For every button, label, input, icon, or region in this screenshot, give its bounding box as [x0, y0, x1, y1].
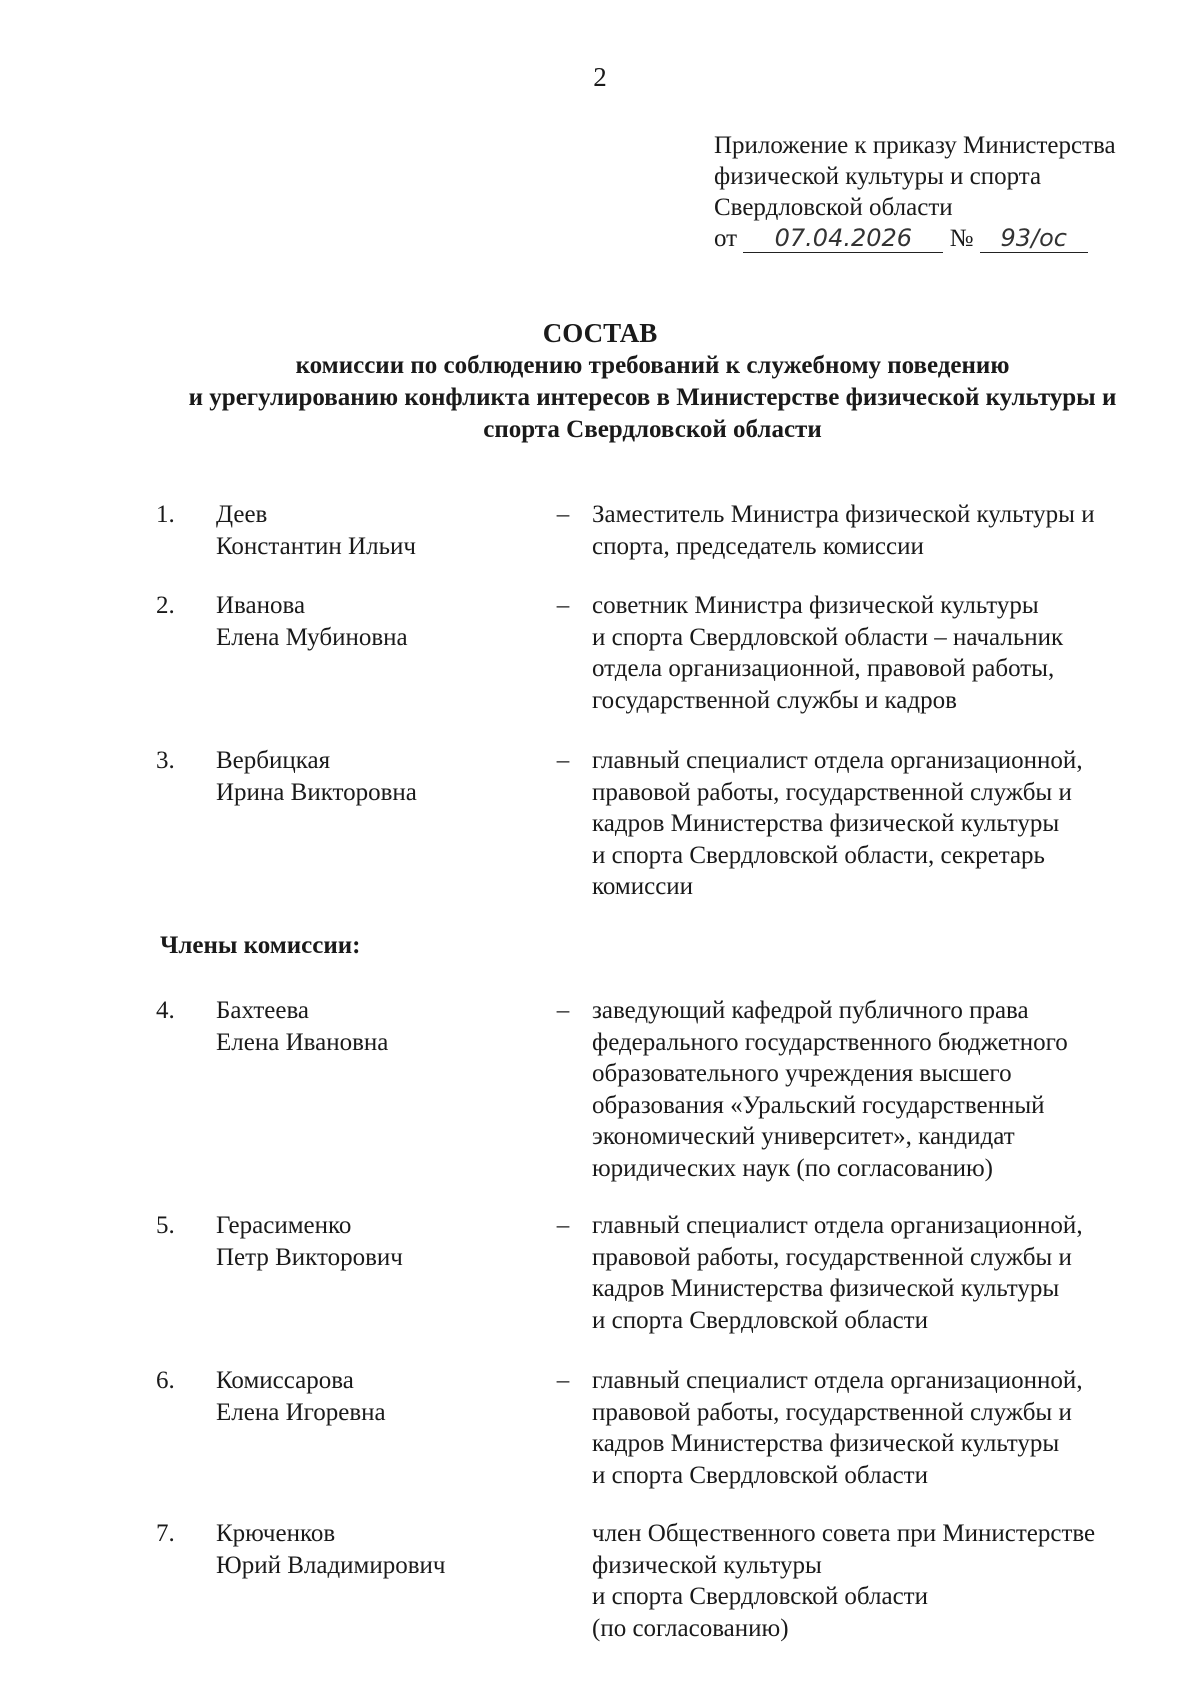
member-dash: –	[556, 501, 570, 528]
member-position	[592, 1210, 1152, 1336]
member-surname: Деев	[216, 501, 268, 528]
member-name	[216, 499, 546, 562]
position-line: экономический университет», кандидат	[592, 1123, 1015, 1150]
position-line: кадров Министерства физической культуры	[592, 810, 1060, 837]
handwritten-number: 93/ос	[980, 224, 1088, 253]
position-line: и спорта Свердловской области, секретарь	[592, 841, 1045, 869]
position-line: федерального государственного бюджетного	[592, 1028, 1068, 1056]
member-given-names: Юрий Владимирович	[216, 1551, 446, 1579]
member-given-names: Константин Ильич	[216, 532, 416, 560]
position-line: правовой работы, государственной службы и	[592, 1243, 1072, 1271]
member-surname: Иванова	[216, 592, 306, 619]
member-given-names: Елена Ивановна	[216, 1028, 389, 1056]
member-surname: Крюченков	[216, 1520, 336, 1547]
member-position	[592, 1365, 1152, 1491]
position-line: государственной службы и кадров	[592, 686, 957, 714]
handwritten-date: 07.04.2026	[743, 224, 943, 253]
position-line: комиссии	[592, 873, 694, 900]
member-number: 6.	[156, 1367, 175, 1394]
member-surname: Герасименко	[216, 1212, 352, 1239]
member-surname: Комиссарова	[216, 1367, 354, 1394]
position-line: юридических наук (по согласованию)	[592, 1154, 993, 1182]
position-line: Заместитель Министра физической культуры и	[592, 501, 1095, 528]
member-position	[592, 1518, 1152, 1644]
member-number: 2.	[156, 592, 175, 619]
position-line: правовой работы, государственной службы и	[592, 1398, 1072, 1426]
member-number: 7.	[156, 1520, 175, 1547]
member-name	[216, 1365, 546, 1428]
from-label: от	[714, 225, 738, 252]
members-heading: Члены комиссии:	[160, 932, 361, 959]
member-given-names: Елена Игоревна	[216, 1398, 386, 1426]
number-label: №	[949, 225, 974, 252]
position-line: и спорта Свердловской области	[592, 1461, 928, 1489]
position-line: и спорта Свердловской области – начальник	[592, 623, 1064, 651]
member-number: 3.	[156, 747, 175, 774]
appendix-line-3: Свердловской области	[714, 194, 953, 221]
appendix-line-2: физической культуры и спорта	[714, 163, 1042, 190]
member-position	[592, 745, 1152, 903]
page-number: 2	[593, 62, 607, 92]
member-position	[592, 995, 1152, 1184]
position-line: правовой работы, государственной службы и	[592, 778, 1072, 806]
member-name	[216, 995, 546, 1058]
document-subtitle	[120, 350, 1185, 446]
subtitle-line-1: комиссии по соблюдению требований к служебному поведению	[295, 352, 1010, 379]
member-number: 1.	[156, 501, 175, 528]
appendix-block	[714, 130, 1116, 254]
appendix-line-1: Приложение к приказу Министерства	[714, 132, 1116, 159]
member-surname: Бахтеева	[216, 997, 310, 1024]
member-number: 5.	[156, 1212, 175, 1239]
member-dash: –	[556, 997, 570, 1024]
position-line: главный специалист отдела организационной,	[592, 1367, 1083, 1394]
document-title: СОСТАВ	[542, 318, 658, 348]
member-dash: –	[556, 1367, 570, 1394]
position-line: образования «Уральский государственный	[592, 1091, 1045, 1119]
position-line: заведующий кафедрой публичного права	[592, 997, 1029, 1024]
position-line: отдела организационной, правовой работы,	[592, 655, 1055, 682]
position-line: спорта, председатель комиссии	[592, 532, 924, 560]
member-given-names: Елена Мубиновна	[216, 623, 408, 651]
member-position	[592, 590, 1152, 716]
member-name	[216, 590, 546, 653]
appendix-date-row	[714, 223, 1116, 254]
position-line: член Общественного совета при Министерстве	[592, 1520, 1096, 1547]
subtitle-line-2: и урегулированию конфликта интересов в Министерстве физической культуры и	[188, 384, 1117, 411]
position-line: главный специалист отдела организационной,	[592, 747, 1083, 774]
position-line: образовательного учреждения высшего	[592, 1060, 1012, 1087]
member-dash: –	[556, 1212, 570, 1239]
member-name	[216, 1210, 546, 1273]
member-given-names: Ирина Викторовна	[216, 778, 417, 806]
member-dash: –	[556, 592, 570, 619]
position-line: физической культуры	[592, 1551, 822, 1579]
position-line: и спорта Свердловской области	[592, 1306, 928, 1334]
member-name	[216, 1518, 546, 1581]
position-line: главный специалист отдела организационной,	[592, 1212, 1083, 1239]
member-dash: –	[556, 747, 570, 774]
member-given-names: Петр Викторович	[216, 1243, 403, 1271]
position-line: (по согласованию)	[592, 1614, 789, 1642]
position-line: кадров Министерства физической культуры	[592, 1275, 1060, 1302]
position-line: советник Министра физической культуры	[592, 592, 1039, 619]
position-line: и спорта Свердловской области	[592, 1583, 928, 1610]
member-number: 4.	[156, 997, 175, 1024]
subtitle-line-3: спорта Свердловской области	[483, 416, 822, 443]
member-surname: Вербицкая	[216, 747, 331, 774]
position-line: кадров Министерства физической культуры	[592, 1430, 1060, 1457]
member-position	[592, 499, 1152, 562]
member-name	[216, 745, 546, 808]
